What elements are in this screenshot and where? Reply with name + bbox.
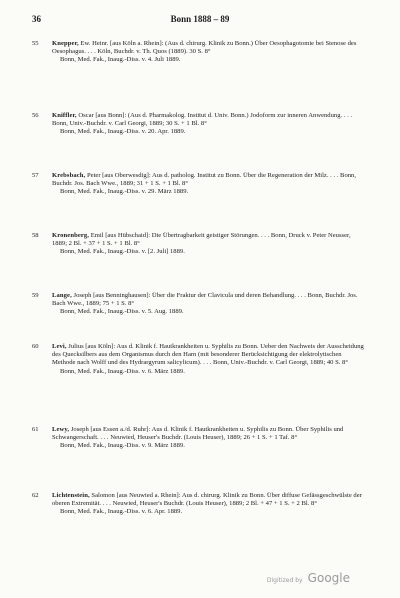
entry (32, 492, 364, 517)
entry-body (52, 292, 364, 317)
entry-note: Bonn, Med. Fak., Inaug.-Diss. v. 6. Apr. 1889. (60, 508, 183, 516)
entry-body (52, 172, 364, 197)
entry (32, 292, 364, 317)
entry-text: Joseph [aus Benninghausen]: Über die Fraktur der Clavicula und deren Behandlung. . . . Bonn, Buchdr. Jos. Bach Wwe., 1889; 75 + 1 S. 8° (52, 292, 358, 308)
entry-body (52, 232, 364, 257)
entry-note: Bonn, Med. Fak., Inaug.-Diss. v. 9. März 1889. (60, 442, 185, 450)
entry-body (52, 492, 364, 517)
entry-body (52, 426, 364, 451)
author-name: Kronenberg, (52, 232, 90, 239)
author-name: Lewy, (52, 426, 70, 433)
page-number: 36 (32, 14, 41, 24)
entry-body (52, 40, 364, 65)
entry-note: Bonn, Med. Fak., Inaug.-Diss. v. 6. März 1889. (60, 367, 185, 375)
entry-body (52, 112, 364, 137)
entry-text: Ew. Heinr. [aus Köln a. Rhein]: (Aus d. chirurg. Klinik zu Bonn.) Über Oesophagotomie bei Stenose des Oesophagus. . . . Köln, Buchdr. v. Th. Quos (1889). 30 S. 8° (52, 40, 357, 56)
entry-body (52, 343, 364, 376)
author-name: Lange, (52, 292, 72, 299)
entry-text: Oscar [aus Bonn]: (Aus d. Pharmakolog. Institut d. Univ. Bonn.) Jodoform zur inneren Anwendung. . . . Bonn, Univ.-Buchdr. v. Carl Georgi, 1889; 30 S. + 1 Bl. 8° (52, 112, 353, 128)
entry (32, 40, 364, 65)
digitized-by-text: Digitized by (266, 577, 303, 584)
author-name: Krebsbach, (52, 172, 86, 179)
entry-note: Bonn, Med. Fak., Inaug.-Diss. v. [2. Juli] 1889. (60, 248, 185, 256)
entry-note: Bonn, Med. Fak., Inaug.-Diss. v. 5. Aug. 1889. (60, 308, 184, 316)
entry-note: Bonn, Med. Fak., Inaug.-Diss. v. 29. März 1889. (60, 188, 189, 196)
google-logo: Google (307, 571, 350, 585)
entry-number: 62 (32, 492, 39, 499)
author-name: Levi, (52, 343, 67, 350)
entry-text: Joseph [aus Essen a./d. Ruhr]: Aus d. Klinik f. Hautkrankheiten u. Syphilis zu Bonn. Über Syphilis und Schwangerschaft. . . . Neuwied, Heuser's Buchdr. (Louis Heuser), 1889; 26 + 1 S. + 1 Taf. 8° (52, 426, 344, 442)
entry-number: 57 (32, 172, 39, 179)
digitized-watermark (267, 567, 350, 586)
entry-note: Bonn, Med. Fak., Inaug.-Diss. v. 20. Apr. 1889. (60, 128, 186, 136)
entry (32, 343, 364, 376)
entry-number: 56 (32, 112, 39, 119)
entry-number: 58 (32, 232, 39, 239)
running-head: Bonn 1888 – 89 (170, 14, 230, 24)
author-name: Knepper, (52, 40, 79, 47)
author-name: Kniffler, (52, 112, 77, 119)
entry-number: 60 (32, 343, 39, 350)
entry (32, 172, 364, 197)
entry (32, 426, 364, 451)
entry (32, 232, 364, 257)
entry-text: Peter [aus Oberwesdig]: Aus d. patholog. Institut zu Bonn. Über die Regeneration der Milz. . . . Bonn, Buchdr. Jos. Bach Wwe., 1889; 31 + 1 S. + 1 Bl. 8° (52, 172, 356, 188)
entry-text: Julius [aus Köln]: Aus d. Klinik f. Hautkrankheiten u. Syphilis zu Bonn. Ueber den Nachweis der Ausscheidung des Quecksilbers aus dem Organismus durch den Harn (mit besonderer Berücksichtigung der elektrolytischen Methode nach Wolff und des Hydrargyrum salicylicum). . . . Bonn, Univ.-Buchdr. v. Carl Georgi, 1889; 40 S. 8° (52, 343, 364, 367)
entry-number: 61 (32, 426, 39, 433)
entry-text: Emil [aus Hübschaid]: Die Übertragbarkeit geistiger Störungen. . . . Bonn, Druck v. Peter Neusser, 1889; 2 Bl. + 37 + 1 S. + 1 Bl. 8° (52, 232, 351, 248)
author-name: Lichtenstein, (52, 492, 90, 499)
entry-note: Bonn, Med. Fak., Inaug.-Diss. v. 4. Juli 1889. (60, 56, 181, 64)
entry (32, 112, 364, 137)
entry-number: 55 (32, 40, 39, 47)
entry-text: Salomon [aus Neuwied a. Rhein]: Aus d. chirurg. Klinik zu Bonn. Über diffuse Gefässgeschwülste der oberen Extremität. . . . Neuwied, Heuser's Buchdr. (Louis Heuser), 1889; 2 Bl. + 47 + 1 S. + 2 Bl. 8° (52, 492, 362, 508)
entry-number: 59 (32, 292, 39, 299)
page-header (32, 14, 368, 28)
